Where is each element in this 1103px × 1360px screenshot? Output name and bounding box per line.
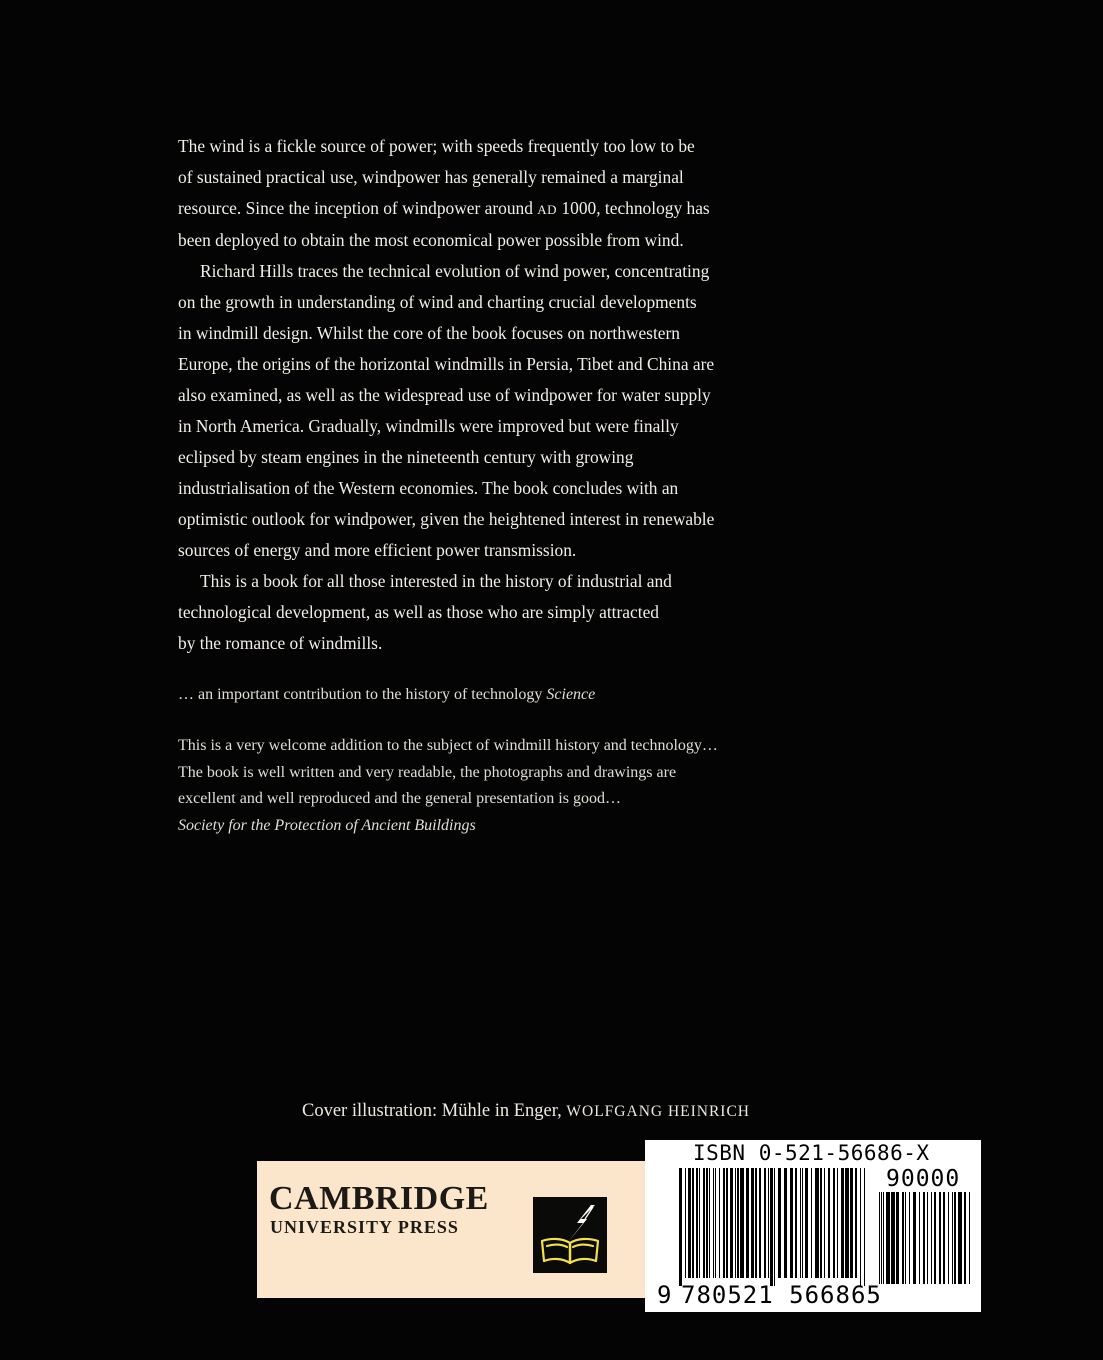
barcode-bar — [879, 1192, 880, 1284]
ean-first-digit: 9 — [657, 1281, 672, 1309]
barcode-bar — [719, 1168, 720, 1278]
barcode-bar — [764, 1168, 766, 1278]
review-text: … an important contribution to the history of technology — [178, 686, 547, 703]
barcode-bar — [774, 1168, 775, 1286]
barcode-bar — [909, 1192, 910, 1284]
blurb — [178, 131, 818, 659]
barcode-bar — [850, 1168, 853, 1278]
barcode-bar — [709, 1168, 710, 1278]
review-quote-spab — [178, 733, 818, 839]
barcode-bar — [964, 1192, 966, 1284]
barcode-bar — [855, 1168, 857, 1278]
barcode-bar — [948, 1192, 949, 1284]
blurb-line: industrialisation of the Western economies. The book concludes with an — [178, 478, 679, 498]
barcode-bar — [784, 1168, 787, 1278]
blurb-line: on the growth in understanding of wind and charting crucial developments — [178, 292, 697, 312]
barcode-bar — [699, 1168, 700, 1278]
barcode-bar — [905, 1192, 906, 1284]
review-source: Science — [546, 686, 596, 703]
barcode-bar — [954, 1192, 956, 1284]
blurb-paragraph-3 — [178, 566, 818, 659]
review-line: This is a very welcome addition to the subject of windmill history and technology… — [178, 737, 718, 754]
blurb-line: resource. Since the inception of windpower around — [178, 198, 538, 218]
barcode-bar — [841, 1168, 844, 1278]
review-line: The book is well written and very readable, the photographs and drawings are — [178, 763, 677, 781]
barcode-bar — [958, 1192, 962, 1284]
barcode-bar — [703, 1168, 705, 1278]
publisher-panel — [257, 1161, 645, 1298]
barcode-bar — [778, 1168, 781, 1278]
barcode-bar — [811, 1168, 812, 1278]
barcode-bar — [927, 1192, 928, 1284]
barcode-bar — [820, 1168, 822, 1278]
review-quote-science — [178, 682, 818, 708]
barcode-bar — [713, 1168, 714, 1278]
publisher-subname: UNIVERSITY PRESS — [270, 1217, 459, 1237]
barcode-bar — [751, 1168, 754, 1278]
blurb-line: The wind is a fickle source of power; with speeds frequently too low to be — [178, 136, 695, 156]
barcode-bar — [939, 1192, 941, 1284]
barcode-bar — [755, 1168, 757, 1278]
barcode-bar — [768, 1168, 769, 1278]
blurb-line: eclipsed by steam engines in the nineteenth century with growing — [178, 447, 634, 467]
barcode-bar — [969, 1192, 970, 1284]
barcode-bar — [913, 1192, 916, 1284]
barcode-bar — [715, 1168, 716, 1278]
barcode-bar — [931, 1192, 932, 1284]
barcode-bar — [746, 1168, 749, 1278]
barcode-bar — [943, 1192, 945, 1284]
barcode-bar — [802, 1168, 803, 1278]
barcode-bar — [688, 1168, 691, 1278]
price-addon-code: 90000 — [886, 1166, 961, 1192]
barcode-bar — [860, 1168, 861, 1286]
blurb-line: by the romance of windmills. — [178, 633, 383, 653]
barcode-bar — [723, 1168, 725, 1278]
blurb-line: in windmill design. Whilst the core of the book focuses on northwestern — [178, 323, 680, 343]
book-with-lightning-icon — [533, 1197, 607, 1273]
barcode-bar — [706, 1168, 708, 1278]
barcode-bar — [737, 1168, 739, 1278]
blurb-line: sources of energy and more efficient power transmission. — [178, 540, 577, 560]
barcode-bar — [919, 1192, 920, 1284]
era-abbreviation: AD — [537, 202, 558, 217]
barcode-bar — [952, 1192, 953, 1284]
ean-digits: 780521 566865 — [681, 1281, 882, 1309]
barcode-bar — [730, 1168, 733, 1278]
blurb-line: 1000, technology has — [557, 198, 710, 218]
blurb-line: also examined, as well as the widespread use of windpower for water supply — [178, 385, 711, 405]
barcode-bar — [891, 1192, 895, 1284]
barcode-bar — [881, 1192, 882, 1284]
barcode-bar — [735, 1168, 736, 1278]
barcode-bar — [824, 1168, 825, 1278]
barcode-bar — [726, 1168, 728, 1278]
barcode-bar — [685, 1168, 686, 1278]
cover-credit — [302, 1097, 750, 1126]
barcode-bar — [883, 1192, 884, 1284]
barcode-bar — [692, 1168, 694, 1278]
publisher-name: CAMBRIDGE — [269, 1180, 489, 1217]
barcode-bar — [923, 1192, 925, 1284]
blurb-line: Richard Hills traces the technical evolution of wind power, concentrating — [200, 261, 710, 281]
barcode-bar — [815, 1168, 819, 1278]
barcode-bar — [696, 1168, 698, 1278]
barcode-bar — [864, 1168, 865, 1286]
barcode-bar — [828, 1168, 830, 1278]
review-line: excellent and well reproduced and the general presentation is good… — [178, 790, 621, 807]
blurb-line: technological development, as well as those who are simply attracted — [178, 602, 659, 622]
blurb-line: This is a book for all those interested in the history of industrial and — [200, 571, 672, 591]
barcode-bar — [740, 1168, 744, 1278]
blurb-line: been deployed to obtain the most economical power possible from wind. — [178, 230, 684, 250]
barcode-bar — [800, 1168, 801, 1278]
cover-credit-title: Mühle in Enger, — [441, 1101, 562, 1121]
blurb-line: optimistic outlook for windpower, given the heightened interest in renewable — [178, 509, 715, 529]
isbn-number: ISBN 0-521-56686-X — [693, 1141, 930, 1165]
blurb-paragraph-2 — [178, 256, 818, 566]
barcode-bar — [902, 1192, 904, 1284]
barcode-bar — [934, 1192, 936, 1284]
cover-credit-artist: WOLFGANG HEINRICH — [566, 1103, 751, 1120]
barcode-bar — [896, 1192, 899, 1284]
barcode-bar — [833, 1168, 835, 1278]
blurb-line: of sustained practical use, windpower has generally remained a marginal — [178, 167, 684, 187]
cover-credit-label: Cover illustration: — [302, 1101, 442, 1121]
review-source: Society for the Protection of Ancient Buildings — [178, 816, 476, 834]
barcode-bar — [679, 1168, 682, 1286]
barcode-bar — [845, 1168, 849, 1278]
barcode-bar — [770, 1168, 773, 1286]
blurb-line: in North America. Gradually, windmills were improved but were finally — [178, 416, 679, 436]
blurb-line: Europe, the origins of the horizontal windmills in Persia, Tibet and China are — [178, 354, 715, 374]
blurb-paragraph-1 — [178, 131, 818, 256]
barcode-bar — [759, 1168, 761, 1278]
barcode-bar — [790, 1168, 793, 1278]
barcode-bar — [886, 1192, 890, 1284]
barcode-bar — [795, 1168, 797, 1278]
barcode-bar — [837, 1168, 838, 1278]
barcode-bar — [805, 1168, 808, 1278]
isbn-barcode-panel — [645, 1140, 981, 1312]
